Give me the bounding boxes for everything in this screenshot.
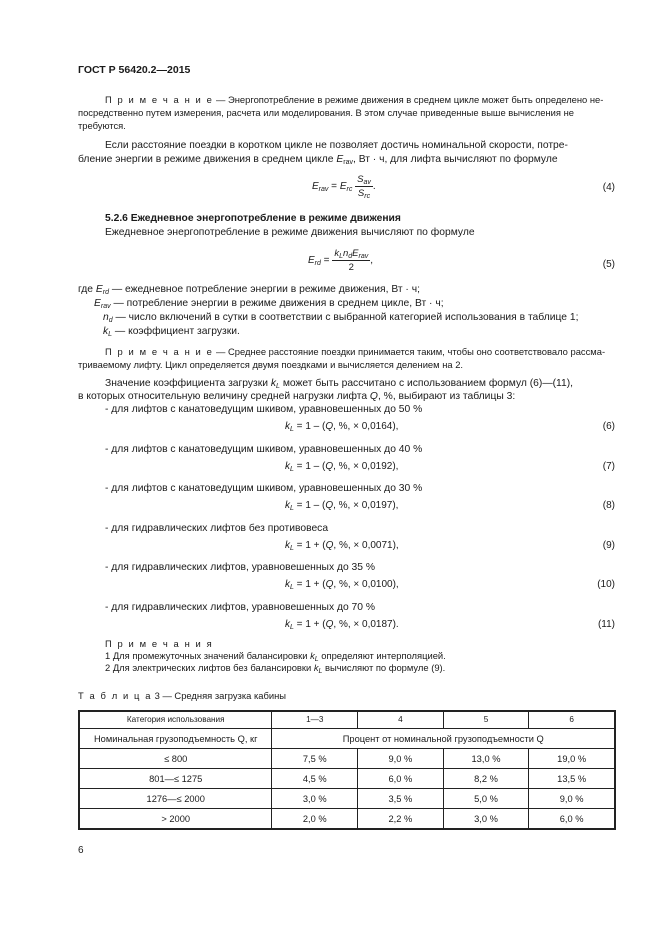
- table-row: [79, 809, 615, 830]
- percent-value-cell: 5,0 %: [443, 789, 529, 809]
- table-header-row: [79, 711, 615, 729]
- equation-number: (6): [602, 421, 615, 432]
- percent-value-cell: 7,5 %: [272, 749, 358, 769]
- section-heading-5-2-6: 5.2.6 Ежедневное энергопотребление в режиме движения: [105, 213, 401, 224]
- percent-value-cell: 3,0 %: [272, 789, 358, 809]
- percent-value-cell: 2,2 %: [358, 809, 444, 830]
- category-cell: 5: [443, 711, 529, 729]
- paragraph-2-line-1: Значение коэффициента загрузки $k_L$ может быть рассчитано с использованием формул (6)—(11),: [105, 378, 574, 390]
- formula-item-equation: $k_L = 1 - (Q$, %, × 0,0192),: [285, 461, 399, 473]
- formula-item-equation: $k_L = 1 - (Q$, %, × 0,0197),: [285, 500, 399, 512]
- note-1-line-1: П р и м е ч а н и е — Энергопотребление в режиме движения в среднем цикле может быть определено не-: [105, 94, 604, 105]
- notes-3-item-2: 2 Для электрических лифтов без балансировки $k_L$ вычисляют по формуле (9).: [105, 662, 446, 675]
- where-erd: где $E_{rd}$ — ежедневное потребление энергии в режиме движения, Вт · ч;: [78, 284, 420, 296]
- paragraph-1-line-2: бление энергии в режиме движения в среднем цикле $E_{rav}$, Вт · ч, для лифта вычисляют по формуле: [78, 154, 558, 166]
- where-kl: $k_L$ — коэффициент загрузки.: [103, 326, 240, 338]
- note-1-line-2: посредственно путем измерения, расчета или моделирования. В этом случае приведенные выше вычисления не: [78, 107, 574, 118]
- formula-item-description: - для лифтов с канатоведущим шкивом, уравновешенных до 30 %: [105, 483, 423, 494]
- percent-value-cell: 19,0 %: [529, 749, 615, 769]
- formula-item-description: - для гидравлических лифтов, уравновешенных до 70 %: [105, 602, 376, 613]
- table-3: [78, 710, 616, 830]
- formula-item-equation: $k_L = 1 - (Q$, %, × 0,0164),: [285, 421, 399, 433]
- capacity-header-cell: Номинальная грузоподъемность Q, кг: [79, 729, 272, 749]
- percent-value-cell: 13,5 %: [529, 769, 615, 789]
- table-row: [79, 769, 615, 789]
- category-cell: 4: [358, 711, 444, 729]
- category-cell: 6: [529, 711, 615, 729]
- note-2-line-1: П р и м е ч а н и е — Среднее расстояние поездки принимается таким, чтобы оно соответствовало рассма-: [105, 346, 606, 357]
- percent-value-cell: 2,0 %: [272, 809, 358, 830]
- percent-value-cell: 6,0 %: [529, 809, 615, 830]
- document-header: ГОСТ Р 56420.2—2015: [78, 64, 191, 76]
- table-subheader-row: [79, 729, 615, 749]
- capacity-range-cell: 1276—≤ 2000: [79, 789, 272, 809]
- formula-item-equation: $k_L = 1 + (Q$, %, × 0,0100),: [285, 579, 399, 591]
- equation-number-5: (5): [602, 259, 615, 270]
- formula-item-description: - для гидравлических лифтов, уравновешенных до 35 %: [105, 562, 376, 573]
- percent-value-cell: 13,0 %: [443, 749, 529, 769]
- percent-value-cell: 4,5 %: [272, 769, 358, 789]
- formula-item-description: - для лифтов с канатоведущим шкивом, уравновешенных до 50 %: [105, 404, 423, 415]
- capacity-range-cell: > 2000: [79, 809, 272, 830]
- paragraph-1-line-1: Если расстояние поездки в коротком цикле не позволяет достичь номинальной скорости, потре-: [105, 140, 568, 151]
- note-1-line-3: требуются.: [78, 120, 126, 131]
- formula-5: $E_{rd}$ = $\frac{k_Ln_dE_{rav}}{2}$ ,: [308, 248, 374, 273]
- note-2-line-2: триваемому лифту. Цикл определяется двумя поездками и вычисляется делением на 2.: [78, 359, 464, 370]
- paragraph-2-line-2: в которых относительную величину средней нагрузки лифта Q, %, выбирают из таблицы 3:: [78, 391, 516, 402]
- note-1-label: П р и м е ч а н и е: [105, 94, 214, 105]
- where-erav: $E_{rav}$ — потребление энергии в режиме движения в среднем цикле, Вт · ч;: [94, 298, 444, 310]
- page-number: 6: [78, 845, 84, 856]
- capacity-range-cell: 801—≤ 1275: [79, 769, 272, 789]
- section-5-2-6-text: Ежедневное энергопотребление в режиме движения вычисляют по формуле: [105, 227, 475, 238]
- table-row: [79, 749, 615, 769]
- equation-number: (7): [602, 461, 615, 472]
- percent-value-cell: 9,0 %: [529, 789, 615, 809]
- percent-value-cell: 3,0 %: [443, 809, 529, 830]
- percent-value-cell: 8,2 %: [443, 769, 529, 789]
- equation-number-4: (4): [602, 182, 615, 193]
- table-3-caption: Т а б л и ц а 3 — Средняя загрузка кабины: [78, 690, 287, 701]
- notes-3-label: П р и м е ч а н и я: [105, 638, 214, 649]
- percent-header-cell: Процент от номинальной грузоподъемности Q: [272, 729, 615, 749]
- capacity-range-cell: ≤ 800: [79, 749, 272, 769]
- equation-number: (10): [597, 579, 615, 590]
- percent-value-cell: 3,5 %: [358, 789, 444, 809]
- formula-item-equation: $k_L = 1 + (Q$, %, × 0,0071),: [285, 540, 399, 552]
- equation-number: (8): [602, 500, 615, 511]
- formula-item-equation: $k_L = 1 + (Q$, %, × 0,0187).: [285, 619, 399, 631]
- notes-3-item-1: 1 Для промежуточных значений балансировки $k_L$ определяют интерполяцией.: [105, 650, 446, 663]
- equation-number: (9): [602, 540, 615, 551]
- equation-number: (11): [597, 619, 615, 630]
- percent-value-cell: 9,0 %: [358, 749, 444, 769]
- formula-item-description: - для лифтов с канатоведущим шкивом, уравновешенных до 40 %: [105, 444, 423, 455]
- table-row: [79, 789, 615, 809]
- formula-item-description: - для гидравлических лифтов без противовеса: [105, 523, 329, 534]
- where-nd: $n_d$ — число включений в сутки в соответствии с выбранной категорией использования в таблице 1;: [103, 312, 579, 324]
- category-cell: 1—3: [272, 711, 358, 729]
- formula-4: $E_{rav} = E_{rc}$ $\frac{S_{av}}{S_{rc}}$ .: [312, 174, 376, 200]
- percent-value-cell: 6,0 %: [358, 769, 444, 789]
- header-category-cell: Категория использования: [79, 711, 272, 729]
- note-2-label: П р и м е ч а н и е: [105, 346, 214, 357]
